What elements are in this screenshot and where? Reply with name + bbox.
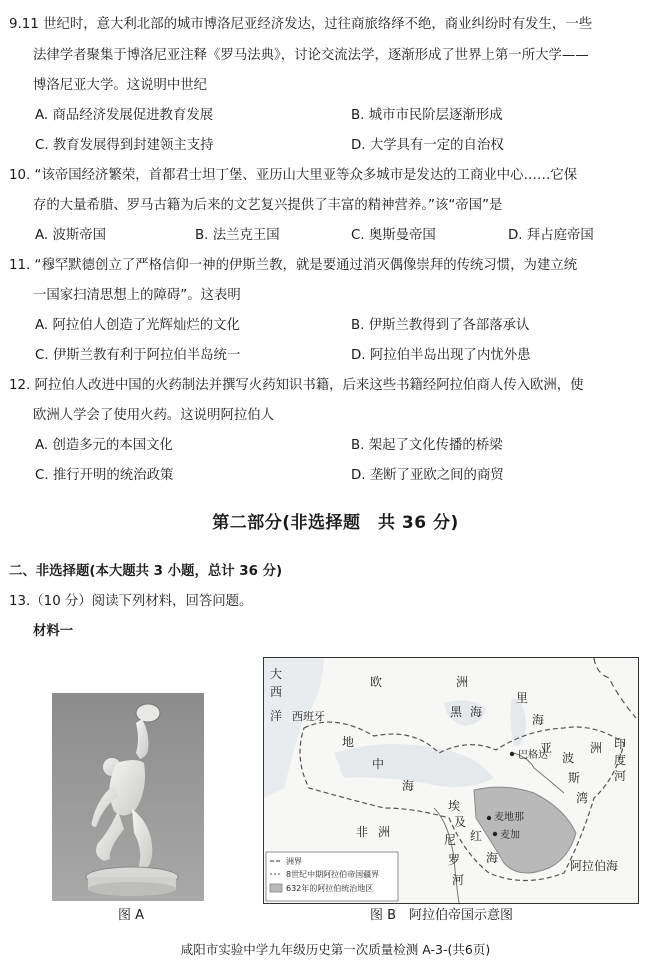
q9-stem-line3: 博洛尼亚大学。这说明中世纪 (33, 78, 208, 93)
q10-stem-line2: 存的大量希腊、罗马古籍为后来的文艺复兴提供了丰富的精神营养。”该“帝国”是 (33, 198, 503, 213)
q11-option-a: A. 阿拉伯人创造了光辉灿烂的文化 (35, 318, 240, 333)
legend-label-3: 632年的阿拉伯统治地区 (286, 884, 374, 893)
part2-heading: 二、非选择题(本大题共 3 小题，总计 36 分) (9, 564, 283, 579)
legend-area-swatch (270, 884, 282, 892)
q10-option-c: C. 奥斯曼帝国 (351, 228, 436, 243)
statue-illustration (52, 693, 204, 901)
figure-b-arab-empire-map (263, 657, 639, 904)
figure-b-caption: 图 B 阿拉伯帝国示意图 (370, 908, 514, 923)
map-label-yang: 洋 (270, 709, 283, 723)
map-label-yin: 印 (614, 737, 627, 751)
q9-stem-line2: 法律学者聚集于博洛尼亚注释《罗马法典》，讨论交流法学，逐渐形成了世界上第一所大学—— (33, 48, 589, 63)
map-label-hai4: 海 (486, 851, 499, 865)
part2-title: 第二部分(非选择题 共 36 分) (212, 513, 459, 533)
q11-option-b: B. 伊斯兰教得到了各部落承认 (351, 318, 530, 333)
map-label-da: 大 (270, 667, 283, 681)
mecca-dot (493, 832, 497, 836)
q9-option-a: A. 商品经济发展促进教育发展 (35, 108, 214, 123)
map-label-zhou1: 洲 (456, 675, 469, 689)
legend-label-1: 洲界 (286, 857, 302, 866)
material-one-label: 材料一 (33, 624, 74, 639)
q9-option-d: D. 大学具有一定的自治权 (351, 138, 504, 153)
q12-option-d: D. 垄断了亚欧之间的商贸 (351, 468, 504, 483)
q11-stem-line1: 11. “穆罕默德创立了严格信仰一神的伊斯兰教，就是要通过消灭偶像崇拜的传统习惯，为建立统 (9, 258, 578, 273)
map-label-feizhou: 非洲 (356, 825, 401, 839)
map-label-medina: 麦地那 (494, 812, 524, 823)
map-label-hai3: 海 (532, 713, 545, 727)
legend-label-2: 8世纪中期阿拉伯帝国疆界 (286, 870, 380, 879)
map-label-xi: 西 (270, 685, 283, 699)
q9-option-b: B. 城市市民阶层逐渐形成 (351, 108, 503, 123)
map-label-wan: 湾 (576, 791, 589, 805)
figure-a-discobolus-image (52, 693, 204, 901)
map-legend (266, 852, 398, 901)
map-label-baghdad: 巴格达 (518, 750, 548, 761)
map-label-mecca: 麦加 (500, 830, 520, 841)
map-label-zhou2: 洲 (590, 741, 603, 755)
map-label-he: 河 (614, 769, 627, 783)
q10-option-d: D. 拜占庭帝国 (508, 228, 594, 243)
map-label-alabo: 阿拉伯海 (570, 859, 619, 873)
map-label-bo: 波 (562, 751, 575, 765)
map-label-luo: 罗 (448, 853, 461, 867)
q9-stem-line1: 9.11 世纪时，意大利北部的城市博洛尼亚经济发达，过往商旅络绎不绝，商业纠纷时有发生，一些 (9, 17, 593, 32)
map-label-si: 斯 (568, 771, 581, 785)
map-label-zhong: 中 (372, 757, 385, 771)
q12-option-b: B. 架起了文化传播的桥梁 (351, 438, 503, 453)
q11-option-d: D. 阿拉伯半岛出现了内忧外患 (351, 348, 531, 363)
page-footer: 咸阳市实验中学九年级历史第一次质量检测 A-3-(共6页) (180, 942, 491, 957)
q10-option-b: B. 法兰克王国 (195, 228, 280, 243)
map-label-ya: 亚 (540, 741, 553, 755)
map-label-ji: 及 (454, 815, 467, 829)
q12-option-c: C. 推行开明的统治政策 (35, 468, 174, 483)
q12-stem-line1: 12. 阿拉伯人改进中国的火药制法并撰写火药知识书籍，后来这些书籍经阿拉伯商人传入欧洲，使 (9, 378, 584, 393)
map-label-di: 地 (342, 735, 355, 749)
map-label-hei: 黑 (450, 705, 463, 719)
q13-stem: 13.（10 分）阅读下列材料，回答问题。 (9, 594, 253, 609)
map-svg (264, 658, 638, 903)
map-label-hai1: 海 (402, 779, 415, 793)
map-label-hong: 红 (470, 829, 483, 843)
q11-stem-line2: 一国家扫清思想上的障碍”。这表明 (33, 288, 241, 303)
q9-option-c: C. 教育发展得到封建领主支持 (35, 138, 214, 153)
map-label-he2: 河 (452, 873, 465, 887)
baghdad-dot (510, 752, 514, 756)
q10-stem-line1: 10. “该帝国经济繁荣，首都君士坦丁堡、亚历山大里亚等众多城市是发达的工商业中心……它保 (9, 168, 578, 183)
q12-option-a: A. 创造多元的本国文化 (35, 438, 173, 453)
map-label-li: 里 (516, 691, 529, 705)
map-label-ou: 欧 (370, 675, 383, 689)
medina-dot (487, 816, 491, 820)
q11-option-c: C. 伊斯兰教有利于阿拉伯半岛统一 (35, 348, 241, 363)
figure-a-caption: 图 A (118, 908, 145, 923)
map-label-ai: 埃 (448, 799, 461, 813)
q10-option-a: A. 波斯帝国 (35, 228, 106, 243)
map-label-hai2: 海 (470, 705, 483, 719)
map-label-ni: 尼 (444, 833, 457, 847)
q12-stem-line2: 欧洲人学会了使用火药。这说明阿拉伯人 (33, 408, 275, 423)
map-label-du: 度 (614, 753, 627, 767)
map-label-xibanya: 西班牙 (292, 710, 325, 723)
